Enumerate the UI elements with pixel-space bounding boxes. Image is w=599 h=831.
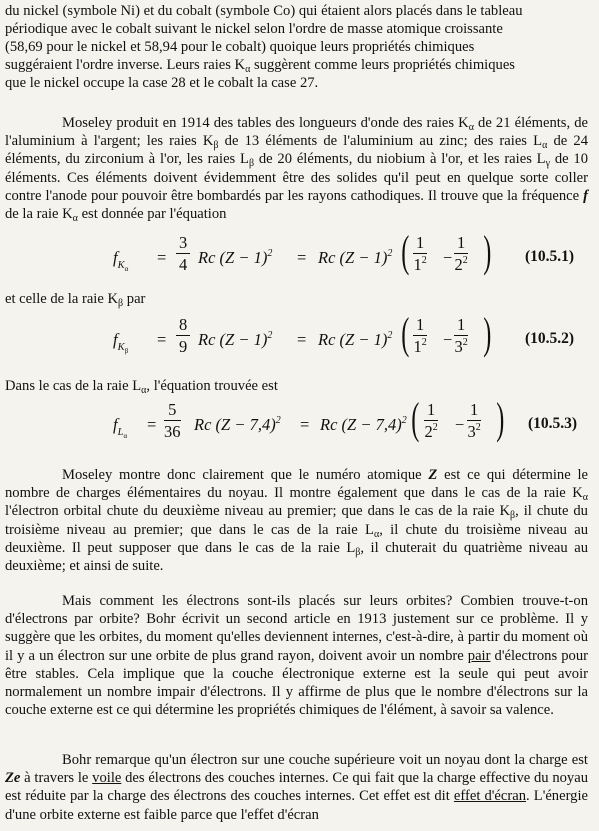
eq1-equals-1: = <box>157 248 167 267</box>
eq3-lhs: $f_{L\alpha}$ <box>113 415 128 440</box>
eq2-minus: − <box>443 330 453 349</box>
paragraph-1-line-1: du nickel (symbole Ni) et du cobalt (symbole Co) qui étaient alors placés dans le tableau <box>5 3 523 19</box>
eq1-fraction: $\frac{3}{4}$ <box>176 233 190 274</box>
eq3-term-2: $\frac{1}{3^2}$ <box>467 400 481 441</box>
eq2-expr-2: Rc $(Z - 1)^2$ <box>318 330 393 349</box>
eq1-expr-2: Rc $(Z - 1)^2$ <box>318 248 393 267</box>
eq1-term-1: $\frac{1}{1^2}$ <box>413 233 427 274</box>
eq3-equals-1: = <box>147 415 157 434</box>
paragraph-2: Moseley produit en 1914 des tables des longueurs d'onde des raies $K_\alpha$ de 21 éléments, de l'aluminium à l'argent; les raies $K_\beta$ de 13 éléments de l'aluminium au zinc; des raies $L_\alpha$ de 24 éléments, du zirconium à l'or, les raies $L_\beta$ de 20 éléments, du niobium à l'or, et les raies $L_\gamma$ de 10 éléments. Ces éléments doivent évidemment être des solides qu'il peut en quelque sorte coller contre l'anode pour pouvoir être bombardés par les rayons cathodiques. Il trouve que la fréquence f de la raie $K_\alpha$ est donnée par l'équation <box>5 115 588 225</box>
eq1-term-2: $\frac{1}{2^2}$ <box>454 233 468 274</box>
eq1-number: (10.5.1) <box>525 248 575 265</box>
eq3-open-paren: ( <box>411 394 420 443</box>
eq3-number: (10.5.3) <box>528 415 578 432</box>
eq3-equals-2: = <box>300 415 310 434</box>
eq2-term-1: $\frac{1}{1^2}$ <box>413 315 427 356</box>
eq1-equals-2: = <box>297 248 307 267</box>
eq3-term-1: $\frac{1}{2^2}$ <box>424 400 438 441</box>
eq2-expr-1: Rc $(Z - 1)^2$ <box>198 330 273 349</box>
paragraph-4: Mais comment les électrons sont-ils placés sur leurs orbites? Combien trouve-t-on d'électrons par orbite? Bohr écrivit un second article en 1913 justement sur ce problème. Il y suggère que les orbites, du moment qu'elles deviennent internes, c'est-à-dire, à partir du moment où il y a un électron sur une orbite de plus grand rayon, doivent avoir un nombre pair d'électrons pour être stables. Cela implique que la couche électronique externe est la seule qui peut avoir normalement un nombre impair d'électrons. Il y affirme de plus que le nombre d'électrons sur la couche externe est ce qui détermine les propriétés chimiques de l'élément, à savoir sa valence. <box>5 593 588 719</box>
eq3-expr-2: Rc $(Z - 7,4)^2$ <box>320 415 407 434</box>
eq1-expr-1: Rc $(Z - 1)^2$ <box>198 248 273 267</box>
eq3-minus: − <box>455 415 465 434</box>
eq1-open-paren: ( <box>401 227 410 276</box>
paragraph-1-line-3: (58,69 pour le nickel et 58,94 pour le cobalt) quoique leurs propriétés chimiques <box>5 39 475 55</box>
eq1-close-paren: ) <box>483 227 492 276</box>
eq2-equals-2: = <box>297 330 307 349</box>
text-lalpha-intro: Dans le cas de la raie $L_\alpha$, l'équation trouvée est <box>5 378 278 396</box>
eq3-fraction: $\frac{5}{36}$ <box>164 400 181 441</box>
eq2-equals-1: = <box>157 330 167 349</box>
eq1-minus: − <box>443 248 453 267</box>
paragraph-1-line-4: suggéraient l'ordre inverse. Leurs raies $K_\alpha$ suggèrent comme leurs propriétés chimiques <box>5 57 515 75</box>
equation-10-5-2 <box>0 310 599 370</box>
paragraph-1-line-5: que le nickel occupe la case 28 et le cobalt la case 27. <box>5 75 319 91</box>
eq2-term-2: $\frac{1}{3^2}$ <box>454 315 468 356</box>
eq3-close-paren: ) <box>496 394 505 443</box>
paragraph-5: Bohr remarque qu'un électron sur une couche supérieure voit un noyau dont la charge est Ze à travers le voile des électrons des couches internes. Ce qui fait que la charge effective du noyau est réduite par la charge des électrons des couches internes. Cet effet est dit effet d'écran. L'énergie d'une orbite externe est faible parce que l'effet d'écran <box>5 752 588 823</box>
paragraph-1-line-2: périodique avec le cobalt suivant le nickel selon l'ordre de masse atomique croissante <box>5 21 503 37</box>
eq3-expr-1: Rc $(Z - 7,4)^2$ <box>194 415 281 434</box>
eq2-open-paren: ( <box>401 309 410 358</box>
text-kbeta-intro: et celle de la raie $K_\beta$ par <box>5 291 146 309</box>
eq2-number: (10.5.2) <box>525 330 575 347</box>
eq1-lhs: $f_{K\alpha}$ <box>113 248 129 273</box>
eq2-lhs: $f_{K\beta}$ <box>113 330 129 355</box>
equation-10-5-1 <box>0 228 599 288</box>
equation-10-5-3 <box>0 395 599 455</box>
eq2-close-paren: ) <box>483 309 492 358</box>
eq2-fraction: $\frac{8}{9}$ <box>176 315 190 356</box>
paragraph-3: Moseley montre donc clairement que le numéro atomique Z est ce qui détermine le nombre de charges élémentaires du noyau. Il montre également que dans le cas de la raie $K_\alpha$ l'électron orbital chute du deuxième niveau au premier; que dans le cas de la raie $K_\beta$, il chute du troisième niveau au premier; que dans le cas de la raie $L_\alpha$, il chute du troisième niveau au deuxième. Il peut supposer que dans le cas de la raie $L_\beta$, il chuterait du quatrième niveau au deuxième; et ainsi de suite. <box>5 467 589 575</box>
